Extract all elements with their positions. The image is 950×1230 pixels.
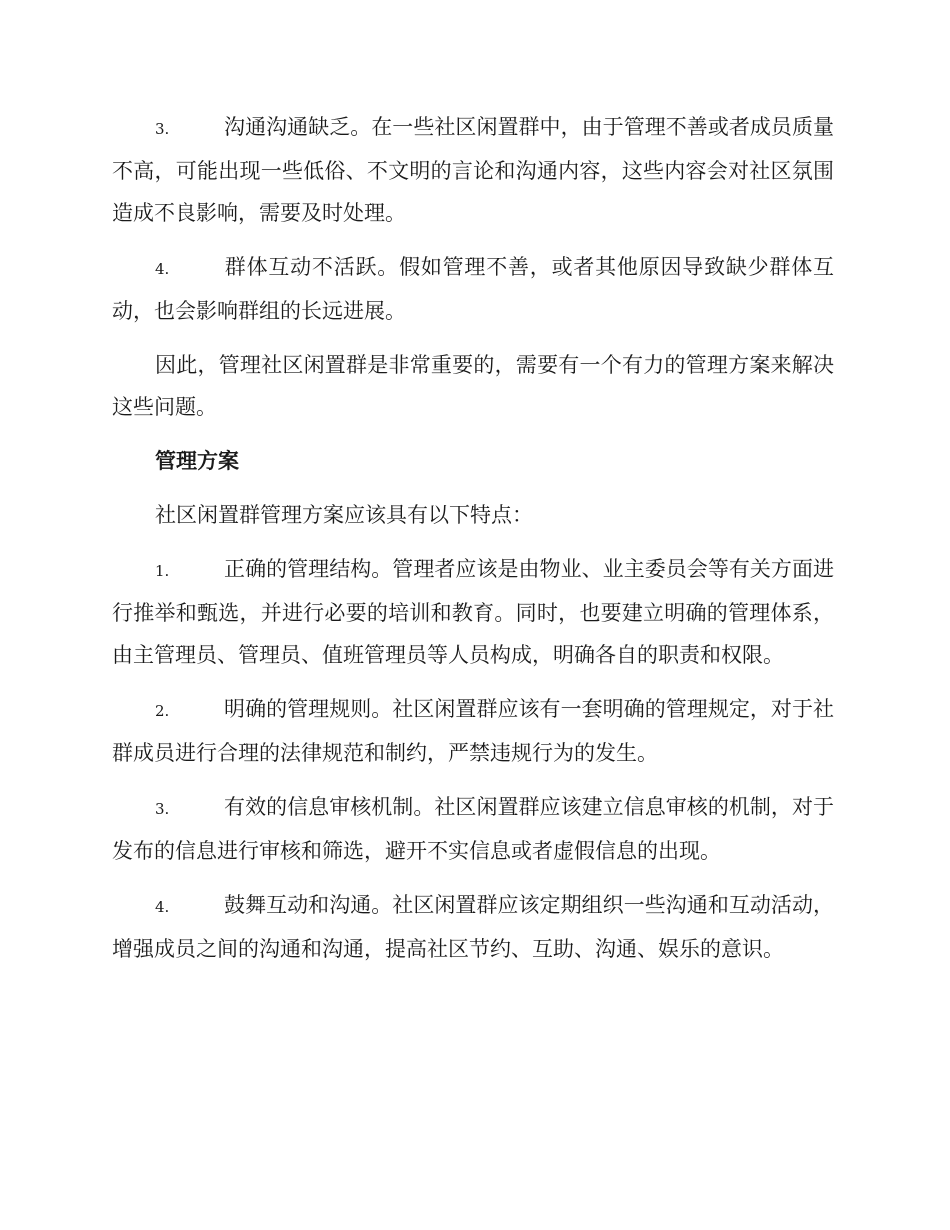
conclusion-paragraph: 因此，管理社区闲置群是非常重要的，需要有一个有力的管理方案来解决这些问题。 (112, 353, 834, 419)
list-number: 4. (155, 260, 170, 278)
document-page (112, 106, 834, 982)
list-item (112, 548, 834, 676)
list-item (112, 786, 834, 872)
list-item (112, 884, 834, 970)
list-item (112, 246, 834, 332)
list-text: 正确的管理结构。管理者应该是由物业、业主委员会等有关方面进行推举和甄选，并进行必要的培训和教育。同时，也要建立明确的管理体系，由主管理员、管理员、值班管理员等人员构成，明确各自的职责和权限。 (112, 557, 834, 667)
list-text: 明确的管理规则。社区闲置群应该有一套明确的管理规定，对于社群成员进行合理的法律规范和制约，严禁违规行为的发生。 (112, 697, 834, 765)
list-number: 2. (155, 702, 170, 720)
list-number: 4. (155, 898, 170, 916)
list-text: 沟通沟通缺乏。在一些社区闲置群中，由于管理不善或者成员质量不高，可能出现一些低俗、不文明的言论和沟通内容，这些内容会对社区氛围造成不良影响，需要及时处理。 (112, 115, 834, 225)
list-item (112, 688, 834, 774)
list-text: 群体互动不活跃。假如管理不善，或者其他原因导致缺少群体互动，也会影响群组的长远进展。 (112, 255, 834, 323)
list-text: 鼓舞互动和沟通。社区闲置群应该定期组织一些沟通和互动活动，增强成员之间的沟通和沟通，提高社区节约、互助、沟通、娱乐的意识。 (112, 893, 834, 961)
list-number: 3. (155, 120, 170, 138)
section-heading: 管理方案 (155, 449, 239, 473)
list-number: 3. (155, 800, 170, 818)
list-text: 有效的信息审核机制。社区闲置群应该建立信息审核的机制，对于发布的信息进行审核和筛选，避开不实信息或者虚假信息的出现。 (112, 795, 834, 863)
list-number: 1. (155, 562, 170, 580)
intro-paragraph: 社区闲置群管理方案应该具有以下特点： (155, 503, 533, 527)
list-item (112, 106, 834, 234)
